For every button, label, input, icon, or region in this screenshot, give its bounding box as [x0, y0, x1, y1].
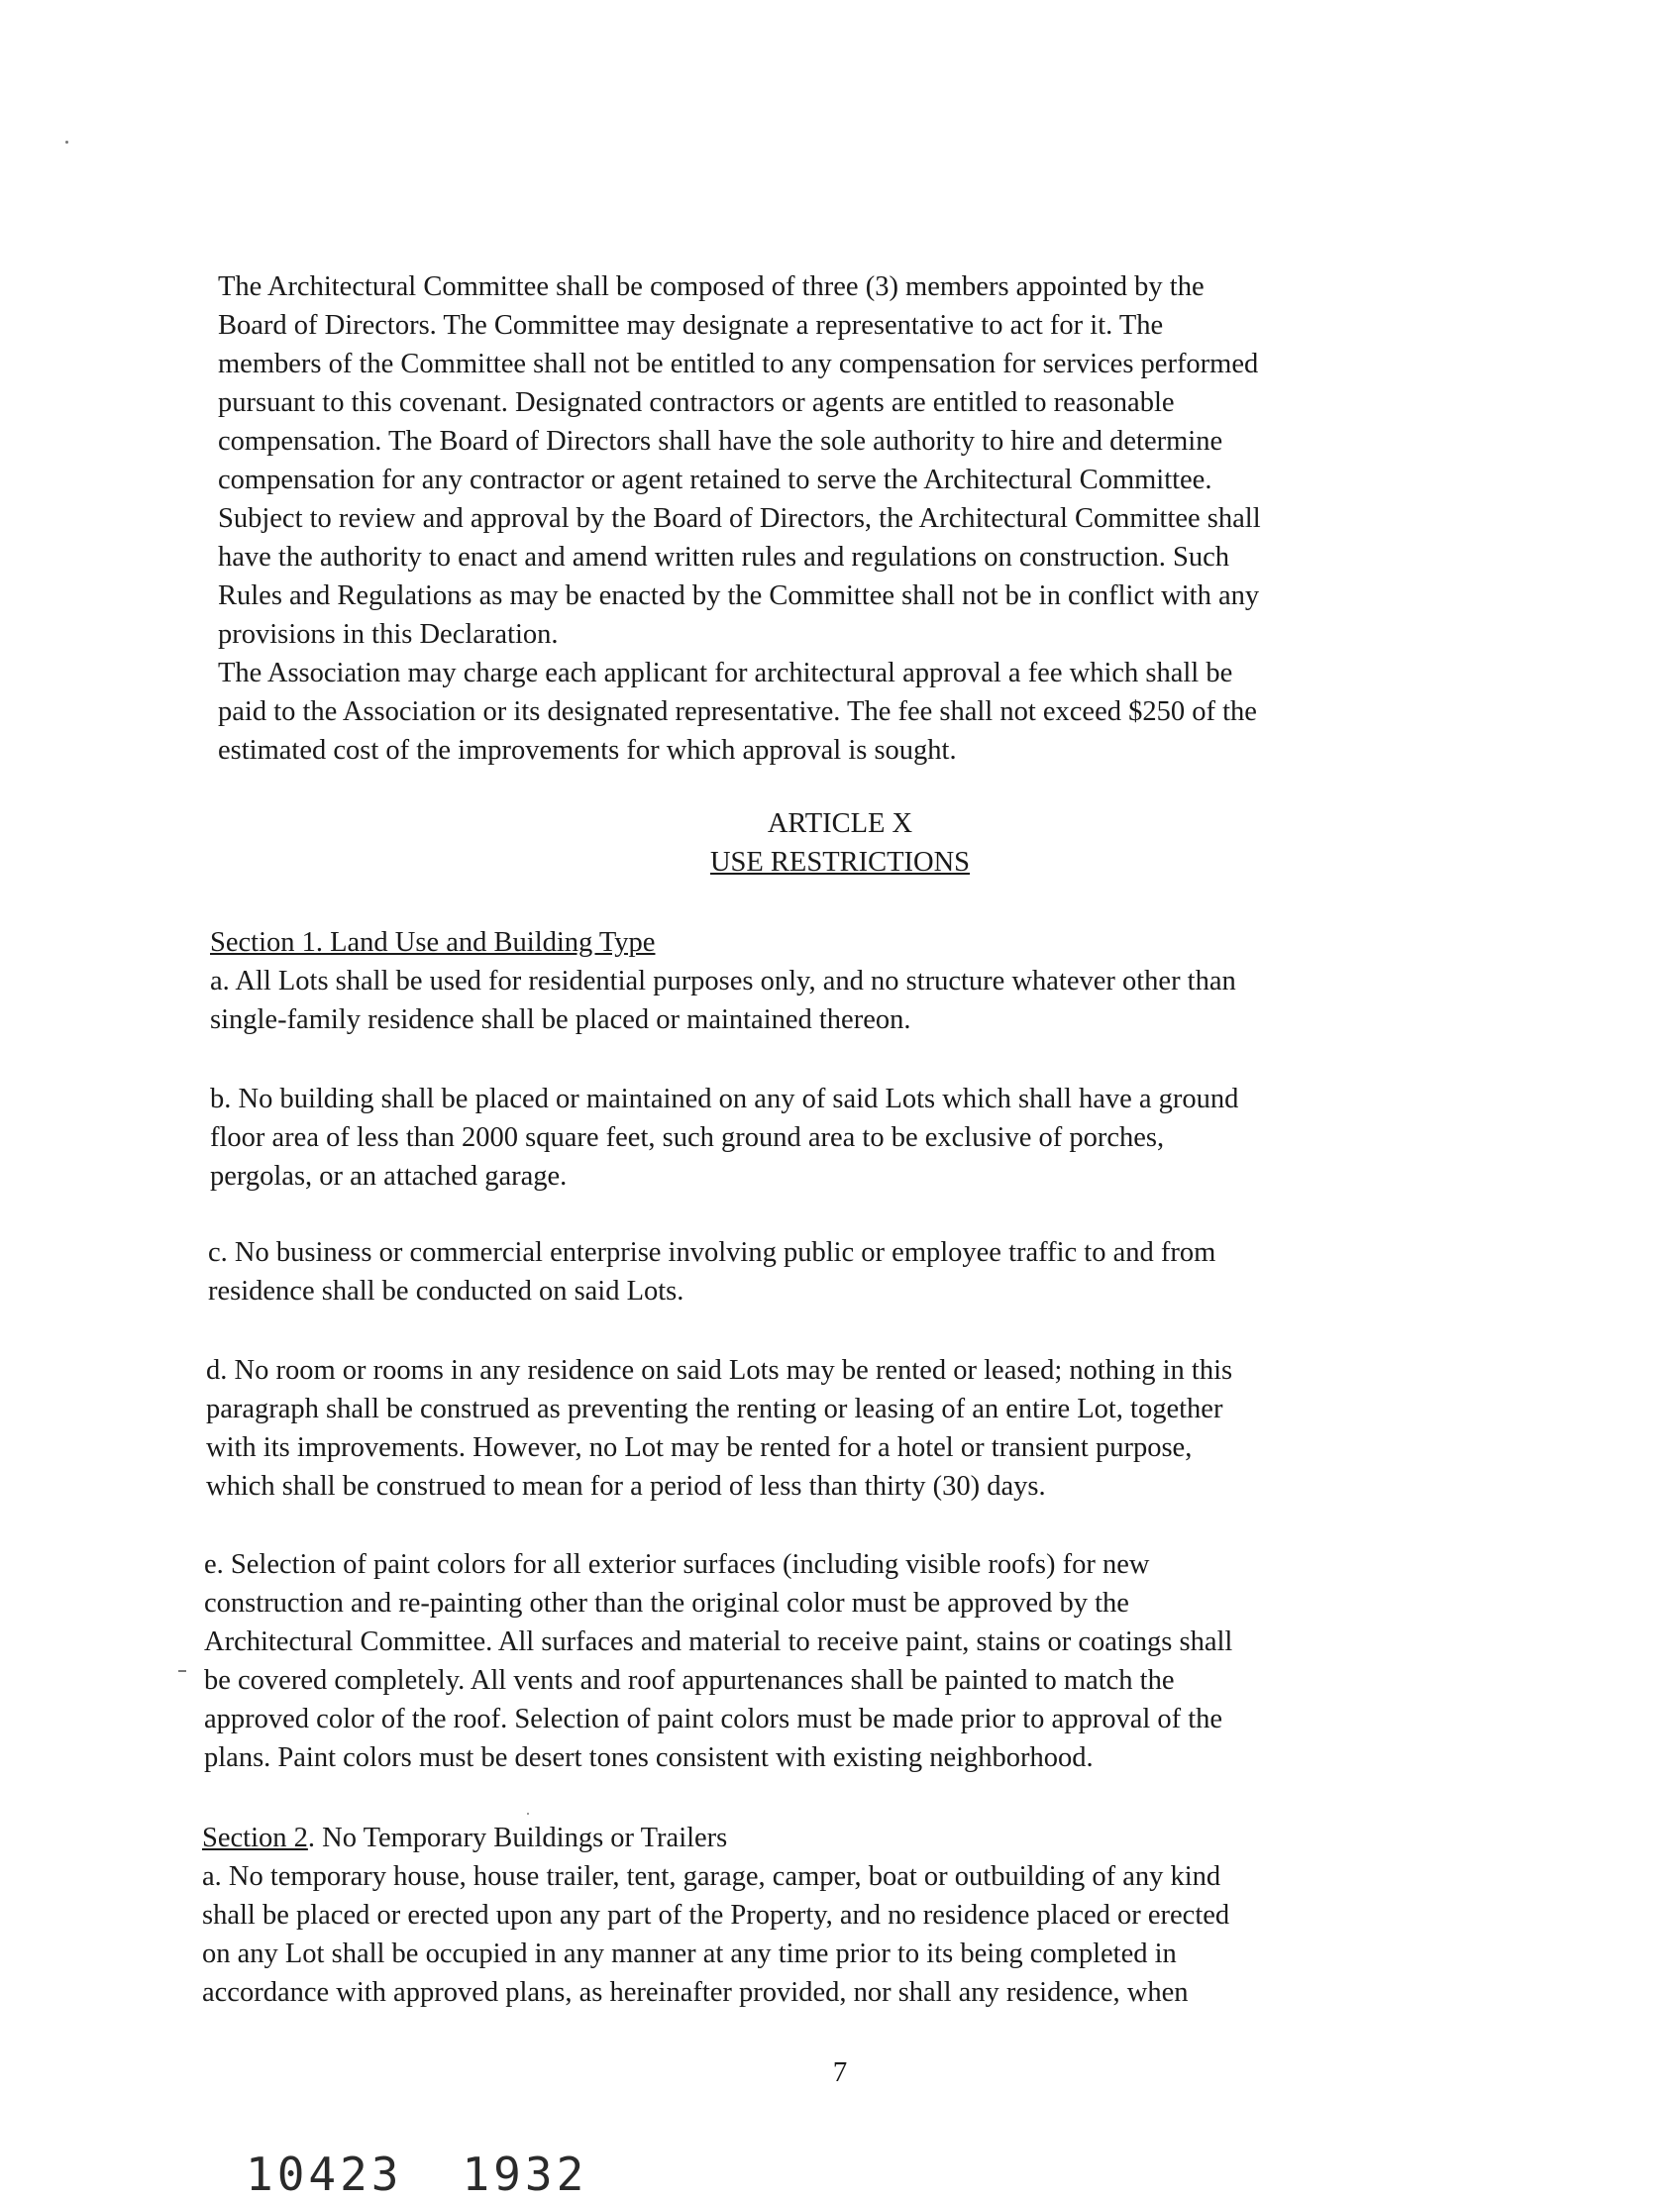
text-line: The Architectural Committee shall be composed of three (3) members appointed by the: [218, 271, 1205, 302]
text-line: residence shall be conducted on said Lots.: [208, 1276, 684, 1307]
scan-speck: [178, 1670, 186, 1672]
text-line: a. All Lots shall be used for residential purposes only, and no structure whatever other than: [210, 966, 1236, 996]
text-line: floor area of less than 2000 square feet, such ground area to be exclusive of porches,: [210, 1122, 1165, 1153]
section-1-d: [206, 1351, 1232, 1506]
text-line: on any Lot shall be occupied in any manner at any time prior to its being completed in: [202, 1939, 1177, 1969]
text-line: plans. Paint colors must be desert tones consistent with existing neighborhood.: [204, 1742, 1094, 1773]
text-line: a. No temporary house, house trailer, tent, garage, camper, boat or outbuilding of any kind: [202, 1861, 1221, 1892]
section-2-heading: [202, 1819, 1229, 1857]
scan-speck: [527, 1813, 529, 1815]
text-line: provisions in this Declaration.: [218, 619, 559, 650]
text-line: d. No room or rooms in any residence on said Lots may be rented or leased; nothing in this: [206, 1355, 1233, 1386]
section-2: [202, 1819, 1229, 2012]
section-1-e: [204, 1545, 1232, 1777]
section-1-b: [210, 1080, 1238, 1196]
text-line: e. Selection of paint colors for all exterior surfaces (including visible roofs) for new: [204, 1549, 1150, 1580]
text-line: with its improvements. However, no Lot may be rented for a hotel or transient purpose,: [206, 1432, 1193, 1463]
text-line: construction and re-painting other than the original color must be approved by the: [204, 1588, 1129, 1619]
text-line: c. No business or commercial enterprise involving public or employee traffic to and from: [208, 1237, 1216, 1268]
scan-speck: [65, 141, 68, 144]
text-line: have the authority to enact and amend written rules and regulations on construction. Such: [218, 542, 1229, 573]
text-line: compensation. The Board of Directors shall have the sole authority to hire and determine: [218, 426, 1223, 457]
article-number: ARTICLE X: [767, 808, 913, 839]
recording-stamp: [246, 2148, 587, 2201]
text-line: be covered completely. All vents and roof appurtenances shall be painted to match the: [204, 1665, 1175, 1696]
text-line: compensation for any contractor or agent retained to serve the Architectural Committee.: [218, 465, 1212, 495]
text-line: estimated cost of the improvements for which approval is sought.: [218, 735, 957, 766]
text-line: Rules and Regulations as may be enacted by the Committee shall not be in conflict with any: [218, 580, 1260, 611]
committee-paragraph: [218, 267, 1261, 770]
text-line: pursuant to this covenant. Designated contractors or agents are entitled to reasonable: [218, 387, 1175, 418]
stamp-page-number: 1932: [462, 2148, 588, 2201]
text-line: Subject to review and approval by the Board of Directors, the Architectural Committee shall: [218, 503, 1261, 534]
text-line: paragraph shall be construed as preventing the renting or leasing of an entire Lot, together: [206, 1394, 1223, 1424]
text-line: which shall be construed to mean for a period of less than thirty (30) days.: [206, 1471, 1046, 1502]
text-line: single-family residence shall be placed or maintained thereon.: [210, 1004, 911, 1035]
text-line: paid to the Association or its designated representative. The fee shall not exceed $250 of the: [218, 696, 1257, 727]
stamp-book-number: 10423: [246, 2148, 403, 2201]
article-title-text: USE RESTRICTIONS: [709, 847, 971, 878]
article-title: [0, 843, 1680, 882]
text-line: b. No building shall be placed or maintained on any of said Lots which shall have a ground: [210, 1084, 1239, 1114]
section-2-title: . No Temporary Buildings or Trailers: [307, 1823, 728, 1853]
text-line: pergolas, or an attached garage.: [210, 1161, 568, 1192]
section-1: [210, 923, 1236, 1039]
text-line: Board of Directors. The Committee may designate a representative to act for it. The: [218, 310, 1164, 341]
text-line: shall be placed or erected upon any part of the Property, and no residence placed or erected: [202, 1900, 1230, 1931]
text-line: accordance with approved plans, as hereinafter provided, nor shall any residence, when: [202, 1977, 1189, 2008]
text-line: members of the Committee shall not be entitled to any compensation for services performed: [218, 349, 1259, 379]
section-1-heading: Section 1. Land Use and Building Type: [210, 927, 656, 958]
section-2-label: Section 2: [202, 1823, 308, 1853]
text-line: The Association may charge each applicant for architectural approval a fee which shall be: [218, 658, 1233, 688]
text-line: Architectural Committee. All surfaces and material to receive paint, stains or coatings shall: [204, 1626, 1233, 1657]
text-line: approved color of the roof. Selection of paint colors must be made prior to approval of the: [204, 1704, 1223, 1734]
section-1-c: [208, 1233, 1215, 1310]
page-number: 7: [832, 2056, 848, 2088]
